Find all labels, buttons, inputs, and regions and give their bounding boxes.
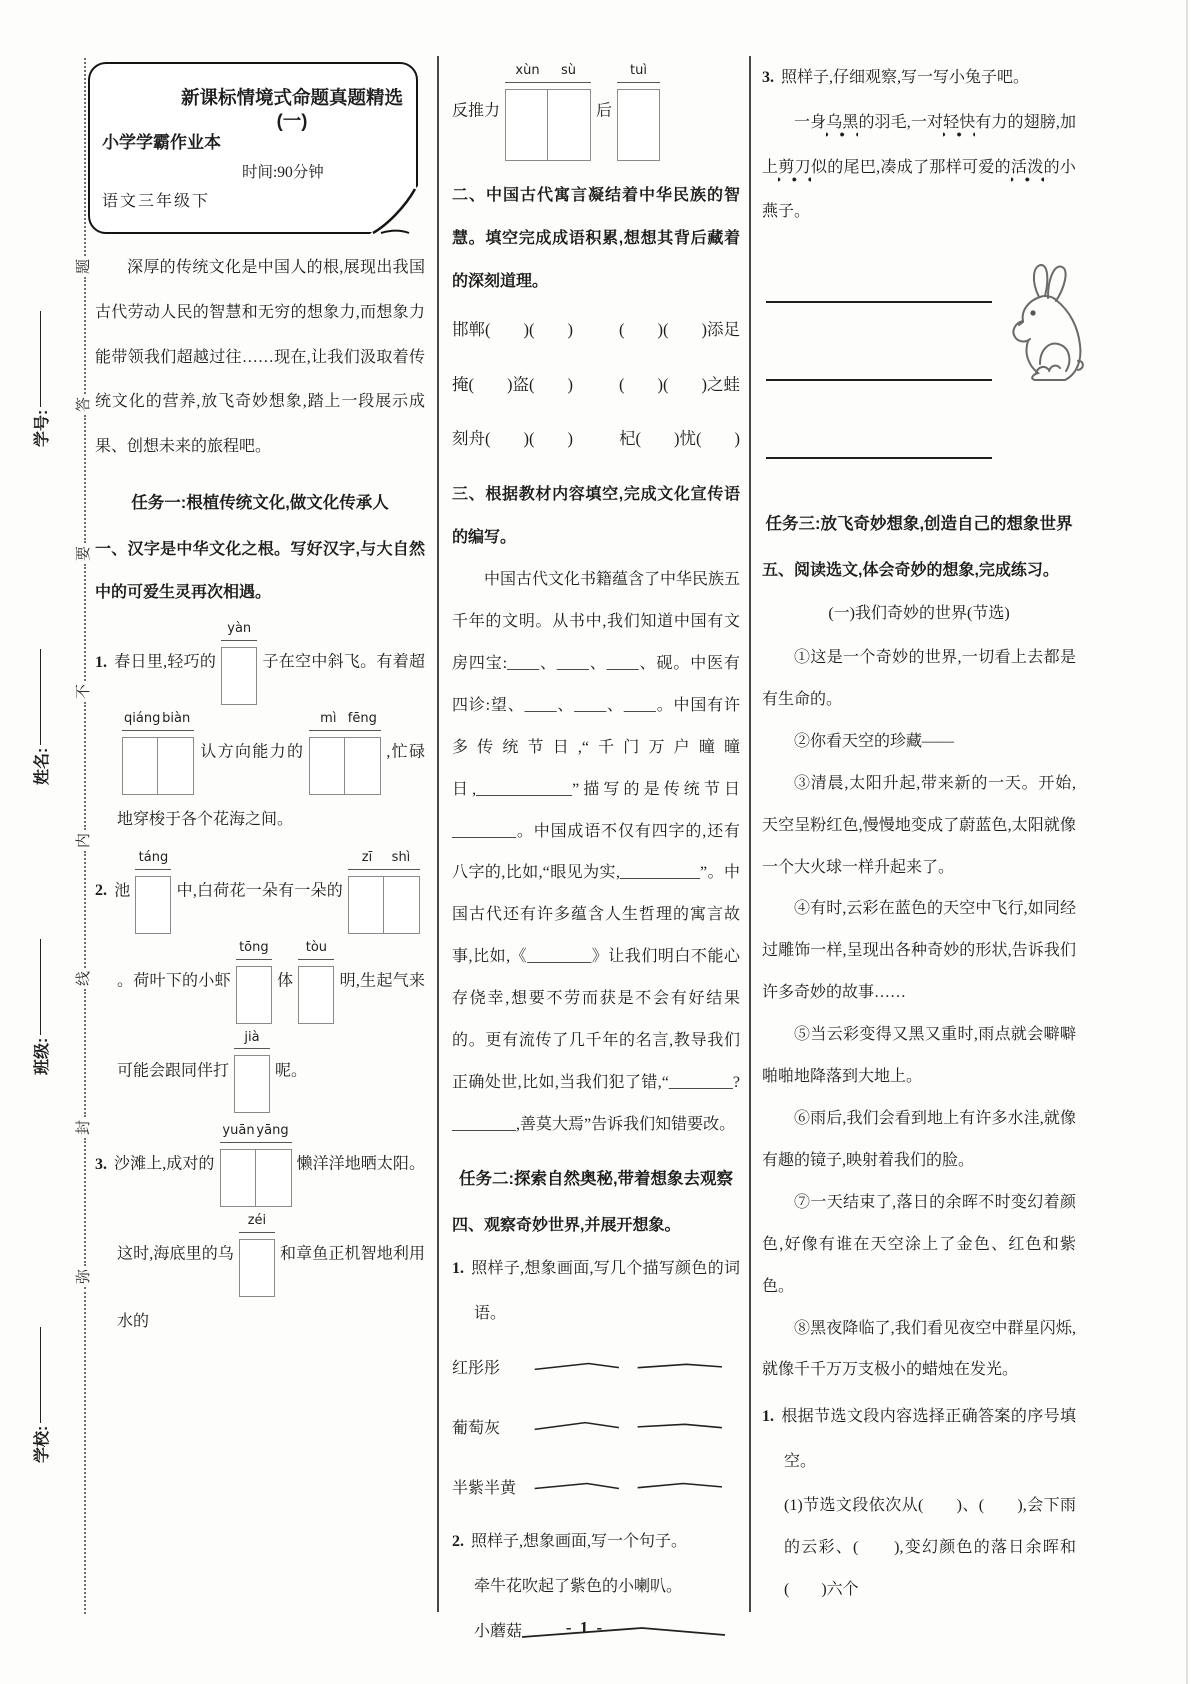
pinyin-label: tuì — [617, 63, 660, 83]
writing-line[interactable] — [766, 457, 992, 459]
pinyin-label: xùn sù — [505, 63, 591, 83]
task3-heading: 任务三:放飞奇妙想象,创造自己的想象世界 — [765, 515, 1073, 534]
emphasized-word: 乌黑 — [826, 114, 858, 138]
write-box[interactable] — [384, 876, 420, 934]
answer-box[interactable] — [617, 63, 660, 161]
emphasized-word: 剪刀 — [778, 159, 811, 183]
idiom-blank[interactable]: ( )( )添足 — [619, 320, 740, 340]
question-number: 2. — [452, 1533, 464, 1551]
question-number: 3. — [762, 69, 774, 86]
pinyin-label: yàn — [221, 621, 257, 641]
passage-paragraph: ⑦一天结束了,落日的余晖不时变幻着颜色,好像有谁在天空涂上了金色、红色和紫色。 — [762, 1193, 1076, 1295]
pinyin-label: tòu — [298, 940, 334, 960]
seal-char: 题 — [76, 259, 93, 275]
task2-heading: 任务二:探索自然奥秘,带着想象去观察 — [458, 1169, 734, 1188]
question-number: 1. — [452, 1259, 464, 1277]
question-number: 1. — [95, 653, 107, 671]
write-box[interactable] — [309, 737, 345, 795]
folded-corner-icon — [369, 185, 419, 235]
dotted-segment — [84, 989, 86, 1117]
write-box[interactable] — [617, 89, 660, 161]
section5-heading: 五、阅读选文,体会奇妙的想象,完成练习。 — [762, 562, 1059, 580]
passage-paragraph: ④有时,云彩在蓝色的天空中飞行,如同经过雕饰一样,呈现出各种奇妙的形状,告诉我们许多奇妙的故事…… — [762, 900, 1076, 1002]
field-label: 姓名: — [33, 747, 51, 785]
question-text: 认方向能力的 — [199, 743, 305, 761]
section2-heading: 二、中国古代寓言凝结着中华民族的智慧。填空完成成语积累,想想其背后藏着的深刻道理。 — [452, 186, 740, 291]
write-box[interactable] — [122, 737, 158, 795]
column-divider — [749, 56, 751, 1612]
dotted-segment — [84, 702, 86, 830]
question-number: 2. — [95, 882, 107, 900]
field-label: 班级: — [33, 1037, 51, 1075]
header-box — [88, 62, 418, 234]
color-word-row — [452, 1456, 740, 1516]
write-box[interactable] — [221, 647, 257, 705]
question-text: 春日里,轻巧的 — [114, 653, 217, 671]
write-box[interactable] — [548, 89, 591, 161]
dotted-segment — [84, 58, 86, 256]
seal-char: 不 — [76, 683, 93, 699]
example-sentence: 牵牛花吹起了紫色的小喇叭。 — [474, 1578, 683, 1596]
seal-char: 弥 — [76, 1269, 93, 1285]
section4-heading: 四、观察奇妙世界,并展开想象。 — [452, 1216, 681, 1234]
answer-line[interactable] — [636, 1479, 724, 1493]
question-text: 照样子,想象画面,写几个描写颜色的词语。 — [471, 1259, 740, 1322]
question-rabbit — [762, 56, 1076, 101]
answer-line[interactable] — [533, 1359, 621, 1373]
field-name — [28, 615, 52, 785]
write-box[interactable] — [348, 876, 384, 934]
page-title: 新课标情境式命题真题精选(一) — [180, 87, 403, 132]
scan-edge — [1186, 0, 1188, 1684]
answer-line[interactable] — [533, 1479, 621, 1493]
question-text: 根据节选文段内容选择正确答案的序号填空。 — [781, 1408, 1076, 1471]
question-text: 明,生起气来可能会跟同伴打 — [117, 972, 425, 1080]
seal-char: 封 — [76, 1120, 93, 1136]
write-box[interactable] — [298, 966, 334, 1024]
page-number: - 1 - — [565, 1618, 605, 1637]
write-box[interactable] — [236, 966, 272, 1024]
pinyin-label: táng — [135, 850, 171, 870]
column-1 — [95, 246, 425, 1345]
color-word-row — [452, 1396, 740, 1456]
pinyin-label: tōng — [236, 940, 272, 960]
passage-title: (一)我们奇妙的世界(节选) — [828, 605, 1010, 623]
question-2 — [95, 847, 425, 1117]
column-divider — [437, 56, 439, 1612]
writing-line[interactable] — [766, 301, 992, 303]
dotted-segment — [84, 1138, 86, 1266]
question-text: 和章鱼正机智地利用水的 — [117, 1245, 425, 1331]
answer-box[interactable] — [309, 711, 381, 795]
subject-label: 语文三年级下 — [102, 193, 211, 210]
question-number: 1. — [762, 1408, 774, 1426]
answer-line[interactable] — [636, 1359, 724, 1373]
question-text: 子在空中斜飞。有着超 — [262, 653, 425, 671]
question-text: 呢。 — [275, 1062, 308, 1080]
reading-question-1-1: (1)节选文段依次从( )、( ),会下雨的云彩、( ),变幻颜色的落日余晖和( )六个 — [784, 1496, 1076, 1598]
write-box[interactable] — [220, 1149, 256, 1207]
idiom-row — [452, 303, 740, 357]
passage-paragraph: ②你看天空的珍藏—— — [794, 732, 955, 750]
dotted-segment — [84, 851, 86, 968]
answer-box[interactable] — [135, 850, 171, 934]
passage-paragraph: ⑥雨后,我们会看到地上有许多水洼,就像有趣的镜子,映射着我们的脸。 — [762, 1109, 1076, 1169]
seal-line — [77, 58, 93, 1614]
color-word-row — [452, 1336, 740, 1396]
name-blank[interactable] — [39, 649, 41, 745]
write-box[interactable] — [345, 737, 381, 795]
student-id-blank[interactable] — [39, 311, 41, 407]
idiom-blank[interactable]: 邯郸( )( ) — [452, 320, 573, 340]
write-box[interactable] — [256, 1149, 292, 1207]
question-text: 沙滩上,成对的 — [114, 1156, 215, 1174]
emphasized-word: 轻快 — [943, 114, 975, 138]
color-word: 红彤彤 — [452, 1359, 501, 1377]
question-number: 3. — [95, 1156, 107, 1174]
question-text: 体 — [276, 972, 294, 990]
pinyin-label: mì fēng — [309, 711, 381, 731]
writing-line[interactable] — [766, 379, 992, 381]
question-text: 照样子,想象画面,写一个句子。 — [471, 1533, 688, 1551]
question-sentence — [452, 1520, 740, 1565]
question-text: 后 — [596, 102, 613, 120]
question-text: 反推力 — [452, 102, 501, 120]
question-text: 中,白荷花一朵有一朵的 — [176, 882, 343, 900]
dotted-segment — [84, 564, 86, 681]
answer-line[interactable] — [533, 1419, 621, 1433]
pinyin-label: qiáng biàn — [122, 711, 194, 731]
seal-char: 线 — [76, 970, 93, 986]
field-student-id — [28, 277, 52, 447]
answer-box[interactable] — [298, 940, 334, 1024]
class-blank[interactable] — [39, 939, 41, 1035]
passage-paragraph: ⑧黑夜降临了,我们看见夜空中群星闪烁,就像千千万万支极小的蜡烛在发光。 — [762, 1319, 1076, 1379]
question-text: ,忙碌地穿梭于各个花海之间。 — [117, 743, 425, 828]
field-class — [28, 905, 52, 1075]
write-box[interactable] — [135, 876, 171, 934]
answer-box[interactable] — [505, 63, 591, 161]
example-text: 有力的翅膀,加上 — [762, 113, 1076, 176]
answer-box[interactable] — [220, 1123, 292, 1207]
seal-char: 答 — [76, 396, 93, 412]
series-title: 小学学霸作业本 — [102, 133, 221, 152]
task1-heading: 任务一:根植传统文化,做文化传承人 — [131, 493, 389, 512]
question-3 — [95, 1120, 425, 1345]
write-box[interactable] — [234, 1055, 270, 1113]
idiom-blank[interactable]: 刻舟( )( ) — [452, 429, 573, 449]
color-word: 半紫半黄 — [452, 1479, 517, 1497]
section1-heading: 一、汉字是中华文化之根。写好汉字,与大自然中的可爱生灵再次相遇。 — [95, 540, 425, 602]
reading-question-1 — [762, 1395, 1076, 1485]
swallow-example — [762, 101, 1076, 235]
field-label: 学号: — [33, 409, 51, 447]
answer-box[interactable] — [348, 850, 420, 934]
column-3 — [762, 56, 1076, 1611]
field-school — [28, 1293, 52, 1463]
pinyin-label: zéi — [239, 1213, 275, 1233]
question-text: 池 — [114, 882, 131, 900]
answer-box[interactable] — [239, 1213, 275, 1297]
writing-area — [762, 249, 1076, 499]
write-box[interactable] — [239, 1239, 275, 1297]
idiom-blank[interactable]: ( )( )之蛙 — [619, 374, 740, 394]
rabbit-icon — [982, 261, 1086, 387]
idiom-row — [452, 412, 740, 466]
column-2 — [452, 56, 740, 1655]
passage-paragraph: ③清晨,太阳升起,带来新的一天。开始,天空呈粉红色,慢慢地变成了蔚蓝色,太阳就像一个大火球一样升起来了。 — [762, 774, 1076, 876]
question-3-continued — [452, 60, 740, 164]
answer-box[interactable] — [234, 1030, 270, 1114]
answer-box[interactable] — [221, 621, 257, 705]
intro-paragraph: 深厚的传统文化是中国人的根,展现出我国古代劳动人民的智慧和无穷的想象力,而想象力能带领我们超越过往……现在,让我们汲取着传统文化的营养,放飞奇妙想象,踏上一段展示成果、创想未来的旅程吧。 — [95, 259, 425, 456]
pinyin-label: yuān yāng — [220, 1123, 292, 1143]
example-text: 似的尾巴,凑成了那样可爱的 — [810, 158, 1011, 176]
school-blank[interactable] — [39, 1327, 41, 1423]
question-1 — [95, 618, 425, 843]
dotted-segment — [84, 277, 86, 394]
write-box[interactable] — [505, 89, 548, 161]
answer-line[interactable] — [636, 1419, 724, 1433]
question-text: 。荷叶下的小虾 — [117, 972, 231, 990]
stem-text: 小蘑菇 — [474, 1623, 523, 1641]
dotted-segment — [84, 415, 86, 543]
section3-heading: 三、根据教材内容填空,完成文化宣传语的编写。 — [452, 485, 740, 546]
emphasized-word: 活泼 — [1011, 159, 1044, 183]
pinyin-label: jià — [234, 1030, 270, 1050]
passage-paragraph: ⑤当云彩变得又黑又重时,雨点就会噼噼啪啪地降落到大地上。 — [762, 1026, 1076, 1086]
seal-char: 要 — [76, 546, 93, 562]
question-text: 懒洋洋地晒太阳。这时,海底里的乌 — [117, 1156, 425, 1263]
color-word: 葡萄灰 — [452, 1419, 501, 1437]
example-text: 的羽毛,一对 — [858, 113, 944, 131]
dotted-segment — [84, 1287, 86, 1614]
seal-char: 内 — [76, 833, 93, 849]
answer-box[interactable] — [122, 711, 194, 795]
question-text: 照样子,仔细观察,写一写小兔子吧。 — [781, 69, 1030, 86]
idiom-row — [452, 358, 740, 412]
idiom-blank[interactable]: 杞( )忧( ) — [619, 429, 740, 449]
question-color-words — [452, 1247, 740, 1337]
example-text: 的小燕子。 — [762, 158, 1076, 221]
pinyin-label: zī shì — [348, 850, 420, 870]
culture-fill-paragraph: 中国古代文化书籍蕴含了中华民族五千年的文明。从书中,我们知道中国有文房四宝:____、____、____、砚。中医有四诊:望、____、____、____。中国有许多传统节日,“千门万户曈曈日,____________”描写的是传统节日________。中国成语不仅有四字的,还有八字的,比如,“眼见为实,__________”。中国古代还有许多蕴含人生哲理的寓言故事,比如,《________》让我们明白不能心存侥幸,想要不劳而获是不会有好结果的。更有流传了几千年的名言,教导我们正确处世,比如,当我们犯了错,“________?________,善莫大焉”告诉我们知错要改。 — [452, 571, 741, 1133]
example-text: 一身 — [794, 113, 827, 131]
duration-label: 时间:90分钟 — [242, 164, 324, 181]
answer-box[interactable] — [236, 940, 272, 1024]
write-box[interactable] — [158, 737, 194, 795]
idiom-blank[interactable]: 掩( )盗( ) — [452, 374, 573, 394]
passage-paragraph: ①这是一个奇妙的世界,一切看上去都是有生命的。 — [762, 649, 1076, 708]
field-label: 学校: — [33, 1425, 51, 1463]
